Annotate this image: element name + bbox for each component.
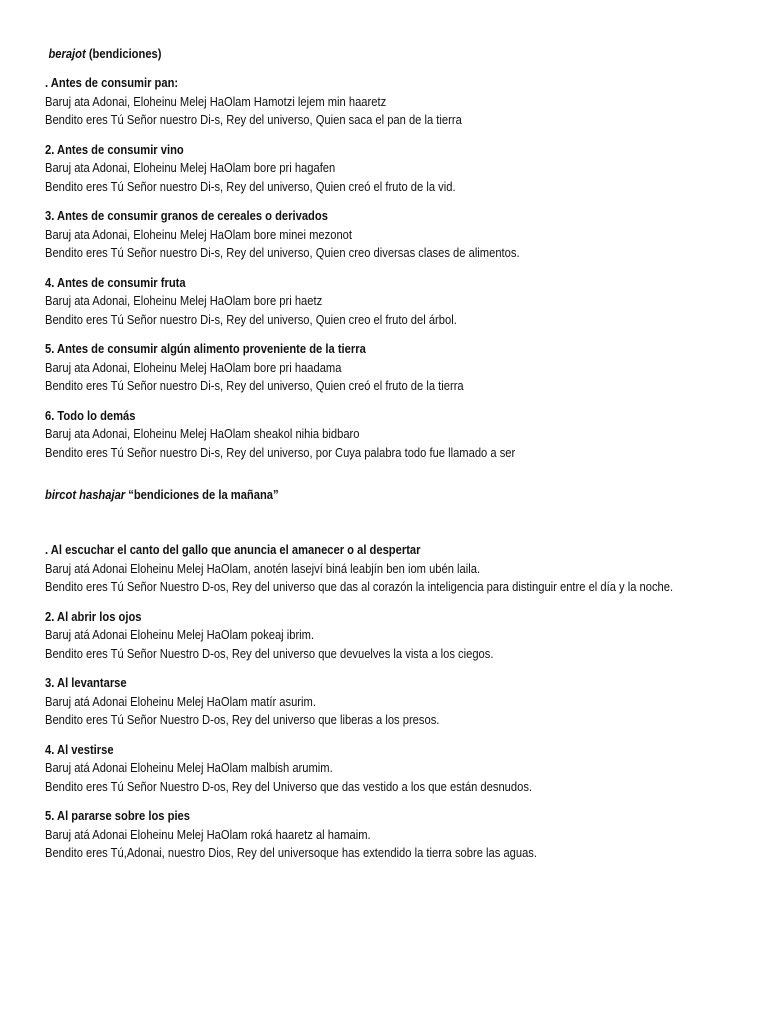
blessing-item [45, 741, 735, 797]
blessing-item [45, 807, 735, 863]
section-title-suffix: (bendiciones) [85, 46, 162, 61]
blessing-spanish: Bendito eres Tú Señor nuestro Di-s, Rey del universo, Quien creó el fruto de la tierra [45, 378, 464, 393]
blessing-item [45, 674, 735, 730]
section-title-suffix: “bendiciones de la mañana” [125, 487, 279, 502]
blessing-spanish: Bendito eres Tú Señor nuestro Di-s, Rey del universo, Quien creo diversas clases de alimentos. [45, 245, 520, 260]
blessing-hebrew: Baruj atá Adonai Eloheinu Melej HaOlam malbish arumim. [45, 760, 333, 775]
blessing-hebrew: Baruj ata Adonai, Eloheinu Melej HaOlam bore pri haadama [45, 359, 342, 375]
blessing-spanish: Bendito eres Tú Señor Nuestro D-os, Rey del universo que das al corazón la inteligencia para distinguir entre el día y la noche. [45, 579, 674, 594]
blessing-spanish: Bendito eres Tú Señor Nuestro D-os, Rey del universo que liberas a los presos. [45, 712, 440, 727]
blessing-item [45, 274, 735, 330]
blessing-item [45, 141, 735, 197]
blessing-spanish: Bendito eres Tú Señor Nuestro D-os, Rey del universo que devuelves la vista a los ciegos. [45, 645, 494, 661]
blessing-item [45, 608, 735, 664]
blessing-list-berajot [45, 74, 735, 462]
blessing-item [45, 541, 735, 597]
blessing-item [45, 74, 735, 130]
blessing-spanish: Bendito eres Tú Señor nuestro Di-s, Rey del universo, por Cuya palabra todo fue llamado a ser [45, 444, 516, 460]
blessing-spanish: Bendito eres Tú Señor nuestro Di-s, Rey del universo, Quien saca el pan de la tierra [45, 112, 462, 127]
blessing-hebrew: Baruj ata Adonai, Eloheinu Melej HaOlam bore pri haetz [45, 293, 323, 308]
section-term: bircot hashajar [45, 487, 126, 502]
blessing-spanish: Bendito eres Tú,Adonai, nuestro Dios, Rey del universoque has extendido la tierra sobre las aguas. [45, 845, 538, 860]
document-page [45, 44, 735, 863]
blessing-spanish: Bendito eres Tú Señor nuestro Di-s, Rey del universo, Quien creó el fruto de la vid. [45, 178, 456, 194]
blessing-hebrew: Baruj ata Adonai, Eloheinu Melej HaOlam bore minei mezonot [45, 226, 353, 242]
blessing-heading: 2. Antes de consumir vino [45, 141, 184, 157]
blessing-heading: 3. Antes de consumir granos de cereales o derivados [45, 208, 328, 223]
blessing-item [45, 340, 735, 396]
section-title-bircot-hashajar [45, 485, 638, 504]
blessing-heading: 6. Todo lo demás [45, 407, 136, 423]
blessing-heading: . Al escuchar el canto del gallo que anuncia el amanecer o al despertar [45, 542, 421, 557]
blessing-heading: . Antes de consumir pan: [45, 75, 179, 90]
blessing-hebrew: Baruj ata Adonai, Eloheinu Melej HaOlam bore pri hagafen [45, 160, 336, 175]
blessing-list-bircot-hashajar [45, 541, 735, 863]
blessing-hebrew: Baruj atá Adonai Eloheinu Melej HaOlam roká haaretz al hamaim. [45, 826, 371, 842]
blessing-heading: 4. Al vestirse [45, 741, 114, 757]
blessing-hebrew: Baruj atá Adonai Eloheinu Melej HaOlam, anotén lasejví biná leabjín ben iom ubén laila. [45, 560, 481, 576]
blessing-hebrew: Baruj atá Adonai Eloheinu Melej HaOlam pokeaj ibrim. [45, 627, 315, 642]
blessing-item [45, 407, 735, 463]
blessing-heading: 5. Antes de consumir algún alimento proveniente de la tierra [45, 341, 366, 356]
blessing-hebrew: Baruj ata Adonai, Eloheinu Melej HaOlam Hamotzi lejem min haaretz [45, 93, 387, 109]
blessing-heading: 3. Al levantarse [45, 675, 127, 690]
blessing-heading: 2. Al abrir los ojos [45, 608, 142, 624]
blessing-heading: 4. Antes de consumir fruta [45, 274, 186, 290]
blessing-item [45, 207, 735, 263]
blessing-hebrew: Baruj atá Adonai Eloheinu Melej HaOlam matír asurim. [45, 693, 316, 709]
section-term: berajot [48, 46, 86, 61]
blessing-spanish: Bendito eres Tú Señor Nuestro D-os, Rey del Universo que das vestido a los que están desnudos. [45, 778, 533, 794]
blessing-hebrew: Baruj ata Adonai, Eloheinu Melej HaOlam sheakol nihia bidbaro [45, 426, 360, 441]
blessing-heading: 5. Al pararse sobre los pies [45, 808, 190, 823]
section-title-berajot [45, 44, 638, 63]
blessing-spanish: Bendito eres Tú Señor nuestro Di-s, Rey del universo, Quien creo el fruto del árbol. [45, 311, 457, 327]
